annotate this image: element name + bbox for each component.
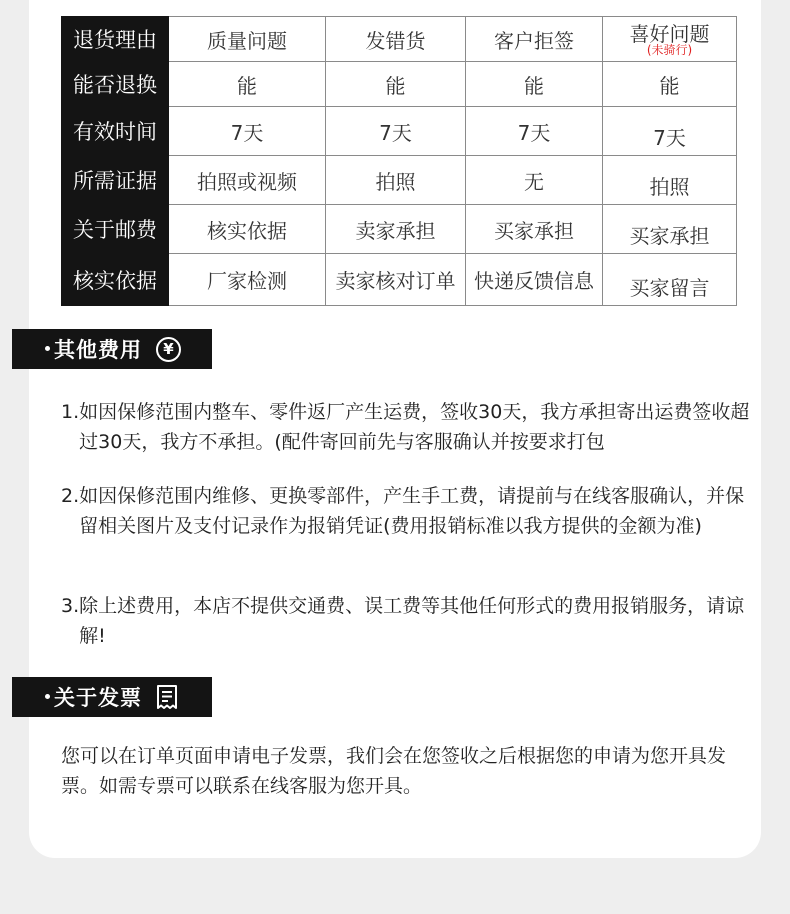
row-header: 退货理由 bbox=[62, 17, 169, 62]
list-number: 1. bbox=[61, 401, 80, 423]
list-number: 3. bbox=[61, 595, 80, 617]
table-row bbox=[62, 205, 737, 254]
list-text: 除上述费用，本店不提供交通费、误工费等其他任何形式的费用报销服务，请谅解! bbox=[79, 595, 745, 647]
other-fees-heading bbox=[12, 329, 212, 369]
return-policy-table bbox=[61, 16, 737, 306]
invoice-heading bbox=[12, 677, 212, 717]
table-cell: 买家承担 bbox=[603, 205, 737, 254]
section-title: 其他费用 bbox=[54, 338, 142, 362]
row-header: 有效时间 bbox=[62, 107, 169, 156]
table-cell: 快递反馈信息 bbox=[466, 254, 603, 306]
row-header: 所需证据 bbox=[62, 156, 169, 205]
table-cell: 拍照 bbox=[603, 156, 737, 205]
table-cell: 买家留言 bbox=[603, 254, 737, 306]
column-header-note: (未骑行) bbox=[646, 42, 693, 57]
yen-icon: ¥ bbox=[156, 337, 181, 362]
table-cell: 7天 bbox=[603, 107, 737, 156]
other-fees-list bbox=[61, 591, 751, 651]
section-title: 关于发票 bbox=[54, 686, 142, 710]
list-item bbox=[61, 397, 751, 457]
column-header bbox=[603, 17, 737, 62]
list-text: 如因保修范围内维修、更换零部件，产生手工费，请提前与在线客服确认，并保留相关图片及支付记录作为报销凭证(费用报销标准以我方提供的金额为准) bbox=[79, 485, 745, 537]
table-row bbox=[62, 107, 737, 156]
table-cell: 厂家检测 bbox=[169, 254, 326, 306]
bullet-dot bbox=[45, 346, 50, 351]
table-row bbox=[62, 156, 737, 205]
column-header: 客户拒签 bbox=[466, 17, 603, 62]
table-row bbox=[62, 17, 737, 62]
table-cell: 买家承担 bbox=[466, 205, 603, 254]
column-header: 质量问题 bbox=[169, 17, 326, 62]
table-cell: 7天 bbox=[169, 107, 326, 156]
bullet-dot bbox=[45, 694, 50, 699]
table-cell: 7天 bbox=[326, 107, 466, 156]
list-text: 如因保修范围内整车、零件返厂产生运费，签收30天，我方承担寄出运费签收超过30天，我方不承担。(配件寄回前先与客服确认并按要求打包 bbox=[79, 401, 750, 453]
list-item bbox=[61, 591, 751, 651]
table-cell: 7天 bbox=[466, 107, 603, 156]
row-header: 核实依据 bbox=[62, 254, 169, 306]
list-item bbox=[61, 481, 751, 541]
other-fees-list bbox=[61, 481, 751, 541]
table-cell: 能 bbox=[603, 62, 737, 107]
table-cell: 卖家核对订单 bbox=[326, 254, 466, 306]
table-cell: 卖家承担 bbox=[326, 205, 466, 254]
table-cell: 核实依据 bbox=[169, 205, 326, 254]
row-header: 关于邮费 bbox=[62, 205, 169, 254]
column-header-label: 喜好问题 bbox=[629, 21, 710, 46]
receipt-icon bbox=[156, 684, 178, 710]
invoice-text: 您可以在订单页面申请电子发票，我们会在您签收之后根据您的申请为您开具发票。如需专票可以联系在线客服为您开具。 bbox=[61, 745, 727, 797]
column-header: 发错货 bbox=[326, 17, 466, 62]
table-cell: 能 bbox=[326, 62, 466, 107]
table-cell: 拍照 bbox=[326, 156, 466, 205]
other-fees-list bbox=[61, 397, 751, 457]
table-cell: 能 bbox=[466, 62, 603, 107]
list-number: 2. bbox=[61, 485, 80, 507]
table-cell: 拍照或视频 bbox=[169, 156, 326, 205]
table-row bbox=[62, 254, 737, 306]
row-header: 能否退换 bbox=[62, 62, 169, 107]
table-cell: 无 bbox=[466, 156, 603, 205]
table-cell: 能 bbox=[169, 62, 326, 107]
table-row bbox=[62, 62, 737, 107]
